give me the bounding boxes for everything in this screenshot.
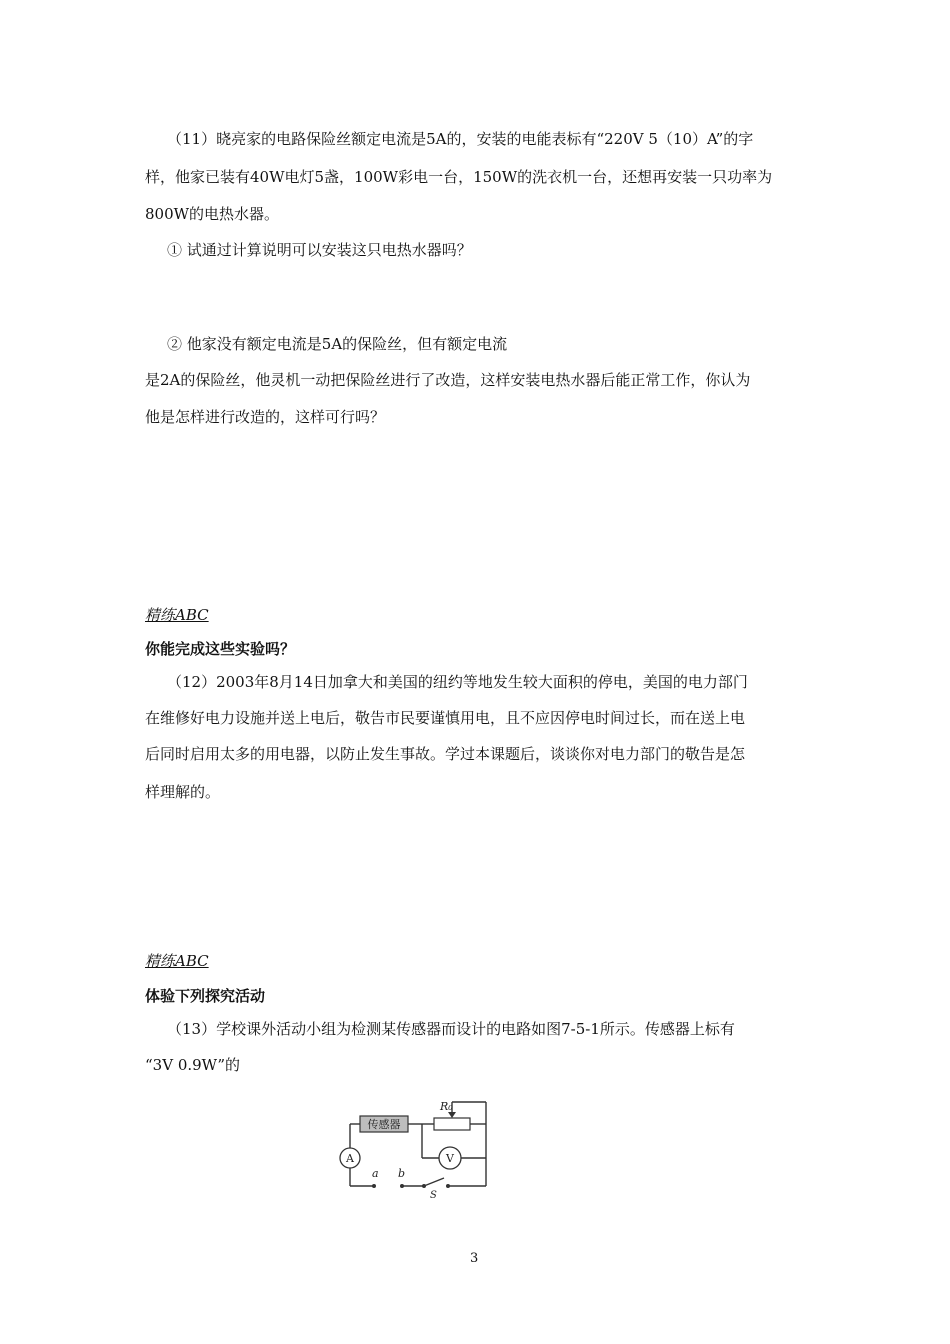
q11-sub-question-1: ① 试通过计算说明可以安装这只电热水器吗？ (167, 241, 472, 259)
q11-sub-question-2-line-3: 他是怎样进行改造的，这样可行吗？ (145, 408, 386, 426)
q11-sub-question-2-line-1: ② 他家没有额定电流是5A的保险丝，但有额定电流 (167, 335, 508, 353)
circuit-diagram (336, 1096, 496, 1200)
q13-line-2: “3V 0.9W”的 (145, 1056, 241, 1074)
q11-sub-question-2-line-2: 是2A的保险丝，他灵机一动把保险丝进行了改造，这样安装电热水器后能正常工作，你认为 (145, 371, 751, 389)
point-b-label: b (398, 1167, 406, 1180)
section-label: 精练ABC (145, 606, 209, 624)
point-a-label: a (372, 1167, 379, 1180)
sensor-label: 传感器 (367, 1118, 401, 1131)
switch-label: S (430, 1190, 437, 1200)
section-label: 精练ABC (145, 952, 209, 970)
q12-line-1: （12）2003年8月14日加拿大和美国的纽约等地发生较大面积的停电，美国的电力部门 (167, 673, 748, 691)
switch-pivot (422, 1184, 426, 1188)
page-number: 3 (470, 1251, 479, 1266)
ammeter-label: A (346, 1152, 354, 1165)
q12-line-3: 后同时启用太多的用电器，以防止发生事故。学过本课题后，谈谈你对电力部门的敬告是怎 (145, 745, 746, 763)
switch-contact (446, 1184, 450, 1188)
q12-line-4: 样理解的。 (145, 783, 221, 801)
q11-line-1: （11）晓亮家的电路保险丝额定电流是5A的，安装的电能表标有“220V 5（10）A”的字 (167, 130, 754, 148)
voltmeter-label: V (446, 1152, 454, 1165)
q11-line-3: 800W的电热水器。 (145, 205, 280, 223)
resistor-symbol (434, 1118, 470, 1130)
q11-line-2: 样，他家已装有40W电灯5盏，100W彩电一台，150W的洗衣机一台，还想再安装一只功率为 (145, 168, 773, 186)
resistor-label: R₀ (440, 1100, 453, 1113)
q12-line-2: 在维修好电力设施并送上电后，敬告市民要谨慎用电，且不应因停电时间过长，而在送上电 (145, 709, 746, 727)
q13-line-1: （13）学校课外活动小组为检测某传感器而设计的电路如图7-5-1所示。传感器上标有 (167, 1020, 735, 1038)
section-heading: 你能完成这些实验吗？ (145, 640, 296, 658)
terminal-a (372, 1184, 376, 1188)
terminal-b (400, 1184, 404, 1188)
section-heading: 体验下列探究活动 (145, 987, 266, 1005)
